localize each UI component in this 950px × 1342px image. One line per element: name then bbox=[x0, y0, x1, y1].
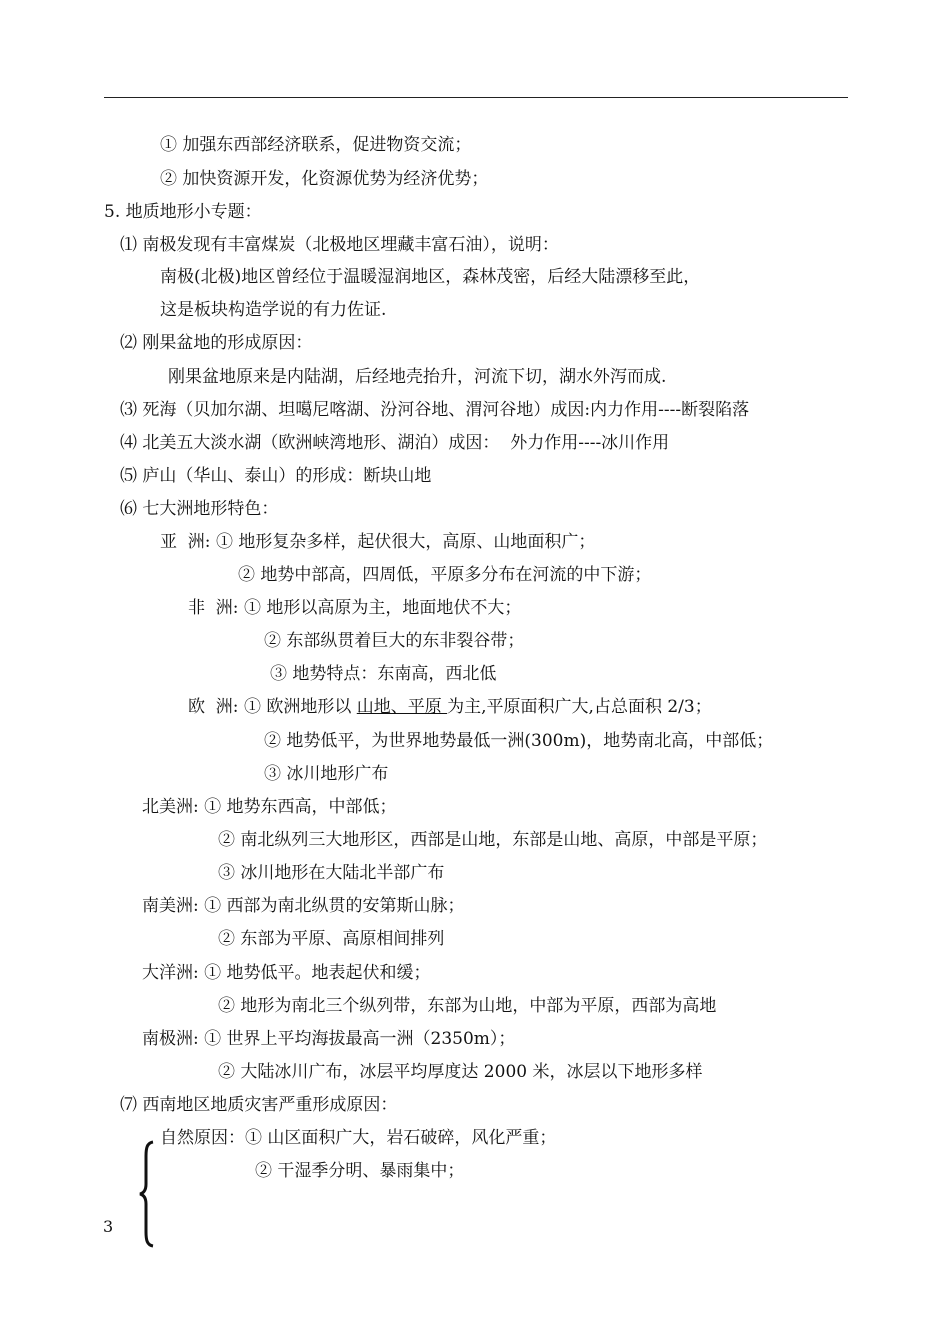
text-line: ⑶ 死海（贝加尔湖、坦噶尼喀湖、汾河谷地、渭河谷地）成因:内力作用----断裂陷落 bbox=[120, 400, 750, 420]
text-line: 南极(北极)地区曾经位于温暖湿润地区，森林茂密，后经大陆漂移至此， bbox=[160, 267, 701, 287]
section-heading: 5. 地质地形小专题： bbox=[104, 202, 262, 222]
header-rule bbox=[104, 97, 848, 98]
text-line: ② 东部纵贯着巨大的东非裂谷带； bbox=[264, 631, 525, 651]
text-line: ② 地形为南北三个纵列带，东部为山地，中部为平原，西部为高地 bbox=[218, 996, 717, 1016]
text-line: 南美洲: ① 西部为南北纵贯的安第斯山脉； bbox=[142, 896, 465, 916]
text-line: ⑺ 西南地区地质灾害严重形成原因： bbox=[120, 1095, 398, 1115]
text-line: 北美洲: ① 地势东西高，中部低； bbox=[142, 797, 397, 817]
text-line: ① 加强东西部经济联系，促进物资交流； bbox=[160, 135, 472, 155]
text-line: ⑵ 刚果盆地的形成原因： bbox=[120, 333, 313, 353]
europe-suffix: 为主,平原面积广大,占总面积 2/3； bbox=[447, 697, 712, 717]
page-number: 3 bbox=[103, 1217, 114, 1236]
text-line: ② 干湿季分明、暴雨集中； bbox=[255, 1161, 465, 1181]
text-line: ② 大陆冰川广布，冰层平均厚度达 2000 米，冰层以下地形多样 bbox=[218, 1062, 703, 1082]
text-line-europe bbox=[188, 696, 712, 718]
text-line: ② 地势中部高，四周低，平原多分布在河流的中下游； bbox=[238, 565, 652, 585]
text-line: ③ 冰川地形在大陆北半部广布 bbox=[218, 863, 445, 883]
europe-prefix: 欧 洲: ① 欧洲地形以 bbox=[188, 697, 357, 717]
text-line: ⑷ 北美五大淡水湖（欧洲峡湾地形、湖泊）成因： 外力作用----冰川作用 bbox=[120, 433, 670, 453]
text-line: 刚果盆地原来是内陆湖，后经地壳抬升，河流下切，湖水外泻而成. bbox=[168, 367, 667, 387]
text-line: ③ 地势特点：东南高，西北低 bbox=[270, 664, 497, 684]
text-line: 大洋洲: ① 地势低平。地表起伏和缓； bbox=[142, 963, 431, 983]
text-line: ③ 冰川地形广布 bbox=[264, 764, 389, 784]
text-line: ② 加快资源开发，化资源优势为经济优势； bbox=[160, 169, 489, 189]
text-line: ② 地势低平，为世界地势最低一洲(300m)，地势南北高，中部低； bbox=[264, 731, 774, 751]
text-line: 南极洲: ① 世界上平均海拔最高一洲（2350m）； bbox=[142, 1029, 516, 1049]
text-line: ② 东部为平原、高原相间排列 bbox=[218, 929, 445, 949]
text-line: 这是板块构造学说的有力佐证. bbox=[160, 300, 387, 320]
text-line: 亚 洲: ① 地形复杂多样，起伏很大，高原、山地面积广； bbox=[160, 532, 596, 552]
left-brace bbox=[138, 1140, 156, 1248]
text-line: ⑸ 庐山（华山、泰山）的形成：断块山地 bbox=[120, 466, 432, 486]
text-line: ⑹ 七大洲地形特色： bbox=[120, 499, 279, 519]
text-line: ⑴ 南极发现有丰富煤炭（北极地区埋藏丰富石油），说明： bbox=[120, 235, 559, 255]
text-line: ② 南北纵列三大地形区，西部是山地，东部是山地、高原，中部是平原； bbox=[218, 830, 768, 850]
text-line: 非 洲: ① 地形以高原为主，地面地伏不大； bbox=[188, 598, 522, 618]
text-line: 自然原因：① 山区面积广大，岩石破碎，风化严重； bbox=[160, 1128, 557, 1148]
europe-underlined-term: 山地、平原 bbox=[356, 697, 448, 717]
